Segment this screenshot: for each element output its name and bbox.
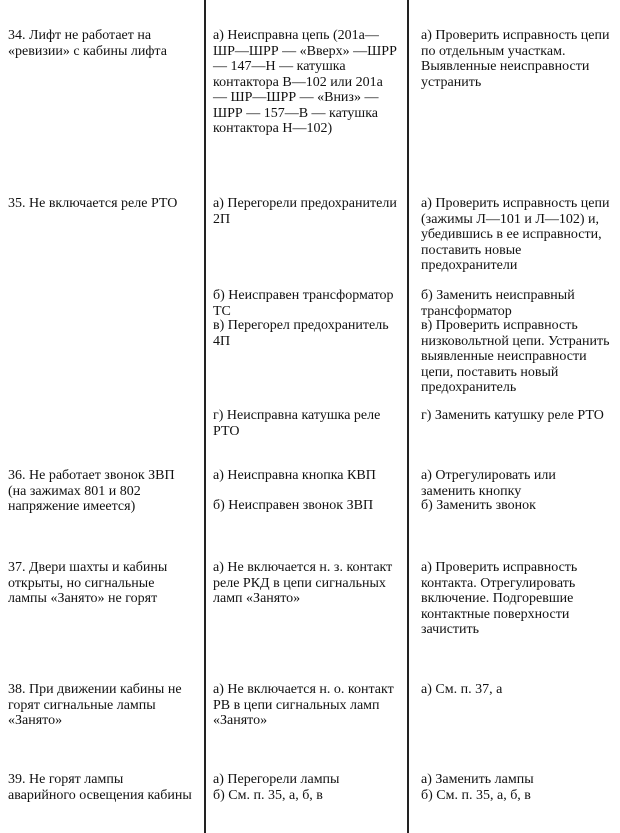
remedy-39-a: а) Заменить лампы — [421, 772, 534, 787]
problem-34: 34. Лифт не работает на «ревизии» с кабины лифта — [8, 28, 167, 59]
remedy-35-b: б) Заменить неисправный трансформатор — [421, 288, 575, 319]
cause-35-b: б) Неисправен трансформатор ТС — [213, 288, 394, 319]
remedy-36-b: б) Заменить звонок — [421, 498, 536, 513]
problem-38: 38. При движении кабины не горят сигнальные лампы «Занято» — [8, 682, 182, 728]
problem-36: 36. Не работает звонок ЗВП (на зажимах 801 и 802 напряжение имеется) — [8, 468, 175, 514]
remedy-35-c: в) Проверить исправность низковольтной цепи. Устранить выявленные неисправности цепи, поставить новый предохранитель — [421, 318, 610, 395]
remedy-36-a: а) Отрегулировать или заменить кнопку — [421, 468, 556, 499]
remedy-39-b: б) См. п. 35, а, б, в — [421, 788, 531, 803]
remedy-35-d: г) Заменить катушку реле РТО — [421, 408, 604, 423]
cause-39-a: а) Перегорели лампы — [213, 772, 340, 787]
cause-38-a: а) Не включается н. о. контакт РВ в цепи сигнальных ламп «Занято» — [213, 682, 394, 728]
problem-39: 39. Не горят лампы аварийного освещения кабины — [8, 772, 192, 803]
remedy-35-a: а) Проверить исправность цепи (зажимы Л—101 и Л—102) и, убедившись в ее исправности, поставить новые предохранители — [421, 196, 610, 273]
cause-39-b: б) См. п. 35, а, б, в — [213, 788, 323, 803]
cause-35-d: г) Неисправна катушка реле РТО — [213, 408, 381, 439]
cause-35-c: в) Перегорел предохранитель 4П — [213, 318, 389, 349]
remedy-37-a: а) Проверить исправность контакта. Отрегулировать включение. Подгоревшие контактные поверхности зачистить — [421, 560, 578, 637]
cause-34-a: а) Неисправна цепь (201а—ШР—ШРР — «Вверх» —ШРР— 147—Н — катушка контактора В—102 или 201а — ШР—ШРР — «Вниз» — ШРР — 157—В — катушка контактора Н—102) — [213, 28, 397, 136]
column-divider-right — [407, 0, 409, 833]
cause-35-a: а) Перегорели предохранители 2П — [213, 196, 397, 227]
cause-36-a: а) Неисправна кнопка КВП — [213, 468, 376, 483]
cause-37-a: а) Не включается н. з. контакт реле РКД в цепи сигнальных ламп «Занято» — [213, 560, 393, 606]
column-divider-left — [204, 0, 206, 833]
remedy-34-a: а) Проверить исправность цепи по отдельным участкам. Выявленные неисправности устранить — [421, 28, 610, 90]
remedy-38-a: а) См. п. 37, а — [421, 682, 503, 697]
problem-37: 37. Двери шахты и кабины открыты, но сигнальные лампы «Занято» не горят — [8, 560, 168, 606]
problem-35: 35. Не включается реле РТО — [8, 196, 178, 211]
cause-36-b: б) Неисправен звонок ЗВП — [213, 498, 374, 513]
